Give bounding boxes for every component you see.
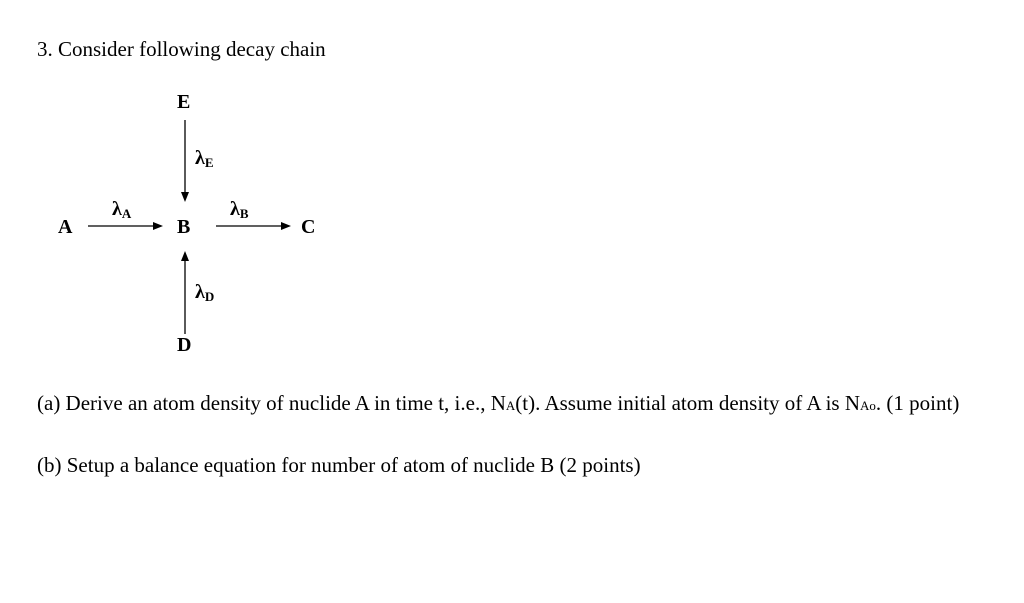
problem-heading: 3. Consider following decay chain xyxy=(37,37,326,61)
question-a-text-3: . (1 point) xyxy=(875,391,960,415)
arrowhead-a-to-b xyxy=(153,222,163,230)
rate-lambda-a xyxy=(112,198,131,225)
lambda-symbol: λ xyxy=(112,198,122,220)
lambda-symbol: λ xyxy=(195,147,205,169)
rate-lambda-b xyxy=(230,198,249,225)
question-a xyxy=(37,391,987,418)
question-a-sub-1: A xyxy=(505,398,516,413)
lambda-subscript: B xyxy=(239,206,249,221)
arrowhead-d-to-b xyxy=(181,251,189,261)
node-d: D xyxy=(177,334,192,356)
node-e: E xyxy=(177,91,191,113)
node-b: B xyxy=(177,216,191,238)
question-a-text-1: (a) Derive an atom density of nuclide A in time t, i.e., N xyxy=(37,391,506,415)
arrowhead-e-to-b xyxy=(181,192,189,202)
lambda-subscript: E xyxy=(204,155,214,170)
question-a-text-2: (t). Assume initial atom density of A is N xyxy=(515,391,861,415)
lambda-subscript: D xyxy=(204,289,215,304)
lambda-symbol: λ xyxy=(230,198,240,220)
arrowhead-b-to-c xyxy=(281,222,291,230)
lambda-symbol: λ xyxy=(195,281,205,303)
rate-lambda-d xyxy=(195,281,214,308)
question-b: (b) Setup a balance equation for number of atom of nuclide B (2 points) xyxy=(37,453,641,477)
lambda-subscript: A xyxy=(121,206,132,221)
node-a: A xyxy=(58,216,73,238)
rate-lambda-e xyxy=(195,147,214,174)
question-a-sub-2: Ao xyxy=(860,398,876,413)
node-c: C xyxy=(301,216,316,238)
